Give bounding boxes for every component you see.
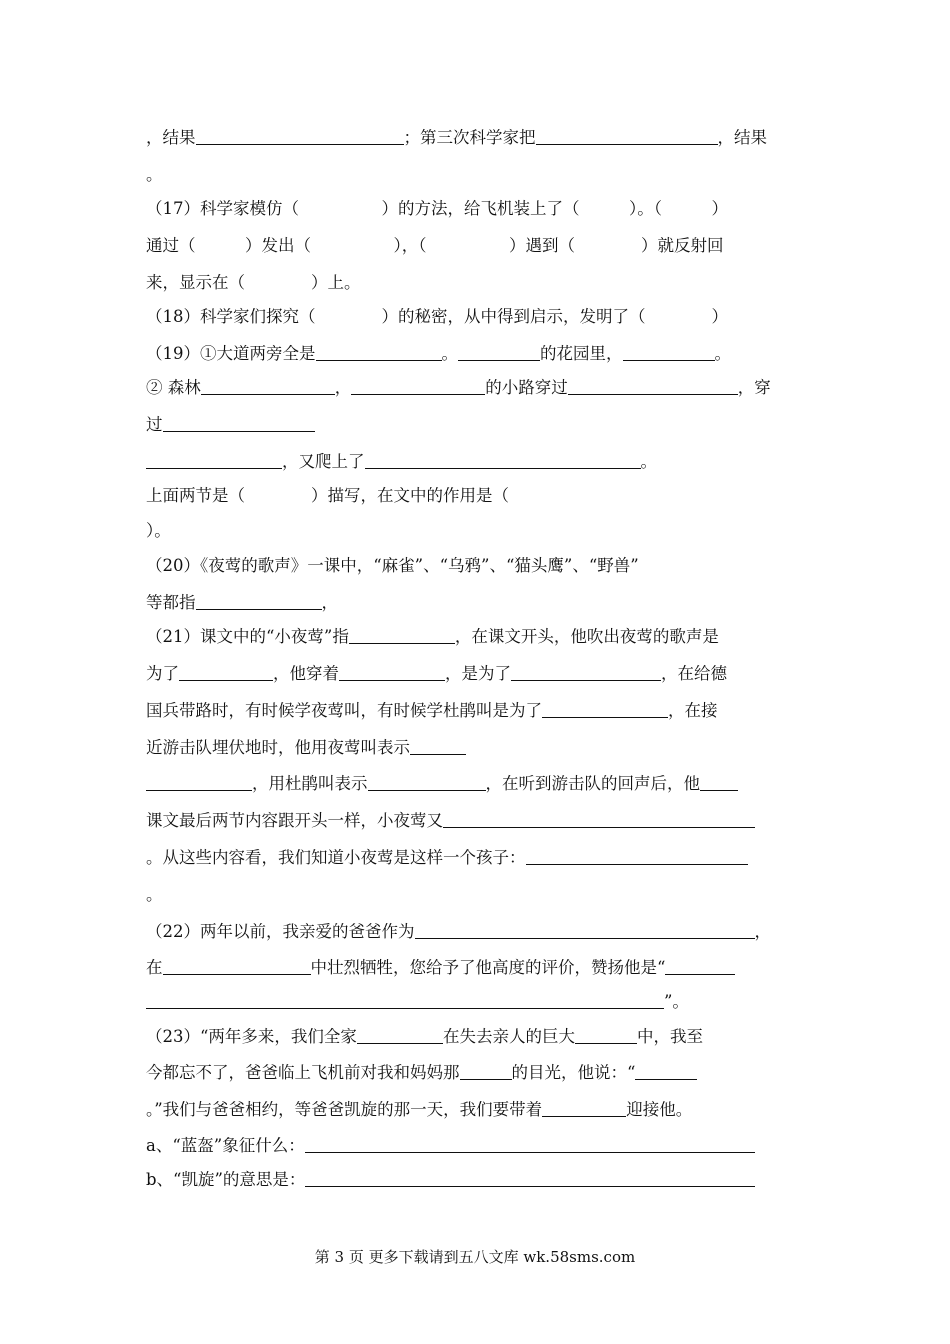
text-segment: （21）课文中的“小夜莺”指 (146, 627, 349, 646)
text-line (146, 412, 806, 438)
sub-question-a (146, 1133, 806, 1159)
text-segment: （17）科学家模仿（ ）的方法，给飞机装上了（ ）。（ ） (146, 199, 728, 218)
text-line (146, 1060, 806, 1086)
text-segment: 来，显示在（ ）上。 (146, 273, 361, 292)
text-segment: b、“凯旋”的意思是： (146, 1170, 306, 1189)
blank[interactable] (365, 450, 641, 469)
text-segment: 。从这些内容看，我们知道小夜莺是这样一个孩子： (146, 848, 526, 867)
text-segment: 近游击队埋伏地时，他用夜莺叫表示 (146, 738, 410, 757)
question-20 (146, 553, 806, 579)
text-segment: ，结果 (146, 128, 196, 147)
text-segment: ”。 (664, 992, 689, 1011)
text-segment: 的目光，他说：“ (511, 1063, 636, 1082)
text-segment: 等都指 (146, 593, 196, 612)
text-segment: 中，我至 (636, 1027, 703, 1046)
text-segment: ，结果 (717, 128, 767, 147)
text-segment: 的花园里， (540, 344, 623, 363)
text-segment: 迎接他。 (626, 1100, 693, 1119)
blank[interactable] (410, 736, 466, 755)
text-line (146, 698, 806, 724)
question-23 (146, 1024, 806, 1050)
text-segment: 上面两节是（ ）描写，在文中的作用是（ (146, 486, 509, 505)
question-17 (146, 196, 806, 222)
question-21 (146, 624, 806, 650)
text-line (146, 518, 806, 544)
text-segment: （19）①大道两旁全是 (146, 344, 316, 363)
blank[interactable] (146, 772, 252, 791)
text-segment: 。 (640, 452, 657, 471)
text-segment: 过 (146, 415, 163, 434)
text-segment: ， (321, 593, 338, 612)
text-segment: （23）“两年多来，我们全家 (146, 1027, 357, 1046)
text-line (146, 735, 806, 761)
text-line (146, 590, 806, 616)
text-segment: 。 (441, 344, 458, 363)
blank[interactable] (368, 772, 486, 791)
blank[interactable] (146, 450, 282, 469)
text-segment: 中壮烈牺牲，您给予了他高度的评价，赞扬他是“ (310, 958, 666, 977)
blank[interactable] (443, 809, 755, 828)
text-line (146, 955, 806, 981)
blank[interactable] (536, 126, 718, 145)
blank[interactable] (305, 1134, 755, 1153)
text-segment: ，他穿着 (273, 664, 339, 683)
text-segment: 在 (146, 958, 163, 977)
blank[interactable] (349, 625, 455, 644)
question-18 (146, 304, 806, 330)
text-segment: 的小路穿过 (485, 378, 568, 397)
text-segment: （22）两年以前，我亲爱的爸爸作为 (146, 922, 415, 941)
text-line (146, 845, 806, 871)
blank[interactable] (526, 846, 748, 865)
blank[interactable] (201, 376, 335, 395)
question-19 (146, 341, 806, 367)
text-segment: ）。 (146, 521, 171, 540)
text-segment: 。”我们与爸爸相约，等爸爸凯旋的那一天，我们要带着 (146, 1100, 543, 1119)
text-segment: （18）科学家们探究（ ）的秘密，从中得到启示，发明了（ ） (146, 307, 728, 326)
text-line (146, 375, 806, 401)
text-line (146, 483, 806, 509)
blank[interactable] (458, 342, 540, 361)
text-segment: 。 (146, 165, 163, 184)
text-segment: ， (754, 922, 771, 941)
blank[interactable] (305, 1168, 755, 1187)
text-segment: ，在接 (668, 701, 718, 720)
text-line (146, 233, 806, 259)
text-line (146, 771, 806, 797)
blank[interactable] (196, 591, 322, 610)
blank[interactable] (179, 662, 273, 681)
text-segment: ，又爬上了 (282, 452, 365, 471)
blank[interactable] (542, 1098, 626, 1117)
blank[interactable] (568, 376, 738, 395)
blank[interactable] (163, 956, 311, 975)
text-segment: （20）《夜莺的歌声》一课中，“麻雀”、“乌鸦”、“猫头鹰”、“野兽” (146, 556, 639, 575)
text-line (146, 661, 806, 687)
blank[interactable] (460, 1061, 512, 1080)
blank[interactable] (357, 1025, 443, 1044)
blank[interactable] (316, 342, 442, 361)
blank[interactable] (575, 1025, 637, 1044)
text-segment: 为了 (146, 664, 179, 683)
blank[interactable] (146, 990, 664, 1009)
text-segment: ，用杜鹃叫表示 (252, 774, 368, 793)
text-line (146, 808, 806, 834)
blank[interactable] (623, 342, 715, 361)
text-segment: 在失去亲人的巨大 (442, 1027, 575, 1046)
text-segment: ，在听到游击队的回声后，他 (485, 774, 700, 793)
text-line (146, 989, 806, 1015)
text-segment: 今都忘不了，爸爸临上飞机前对我和妈妈那 (146, 1063, 460, 1082)
blank[interactable] (415, 920, 755, 939)
text-segment: 国兵带路时，有时候学夜莺叫，有时候学杜鹃叫是为了 (146, 701, 542, 720)
blank[interactable] (351, 376, 485, 395)
blank[interactable] (196, 126, 404, 145)
blank[interactable] (700, 772, 738, 791)
footer-text: 第 3 页 更多下载请到五八文库 wk.58sms.com (314, 1248, 636, 1266)
blank[interactable] (542, 699, 668, 718)
text-line (146, 162, 806, 188)
text-segment: ， (334, 378, 352, 397)
blank[interactable] (635, 1061, 697, 1080)
text-line (146, 270, 806, 296)
page-footer (0, 1246, 950, 1268)
text-line (146, 125, 806, 151)
text-segment: 课文最后两节内容跟开头一样，小夜莺又 (146, 811, 443, 830)
text-segment: ；第三次科学家把 (403, 128, 536, 147)
question-22 (146, 919, 806, 945)
text-segment: 通过（ ）发出（ ），（ ）遇到（ ）就反射回 (146, 236, 724, 255)
blank[interactable] (665, 956, 735, 975)
blank[interactable] (511, 662, 661, 681)
text-segment: ，在给德 (661, 664, 727, 683)
text-segment: ，在课文开头，他吹出夜莺的歌声是 (454, 627, 719, 646)
sub-question-b (146, 1167, 806, 1193)
text-line (146, 882, 806, 908)
text-segment: 。 (146, 885, 163, 904)
text-segment: ② 森林 (146, 378, 201, 397)
text-segment: ，是为了 (445, 664, 511, 683)
text-segment: 。 (714, 344, 731, 363)
blank[interactable] (163, 413, 315, 432)
text-line (146, 1097, 806, 1123)
blank[interactable] (339, 662, 445, 681)
text-line (146, 449, 806, 475)
text-segment: a、“蓝盔”象征什么： (146, 1136, 305, 1155)
text-segment: ，穿 (737, 378, 771, 397)
